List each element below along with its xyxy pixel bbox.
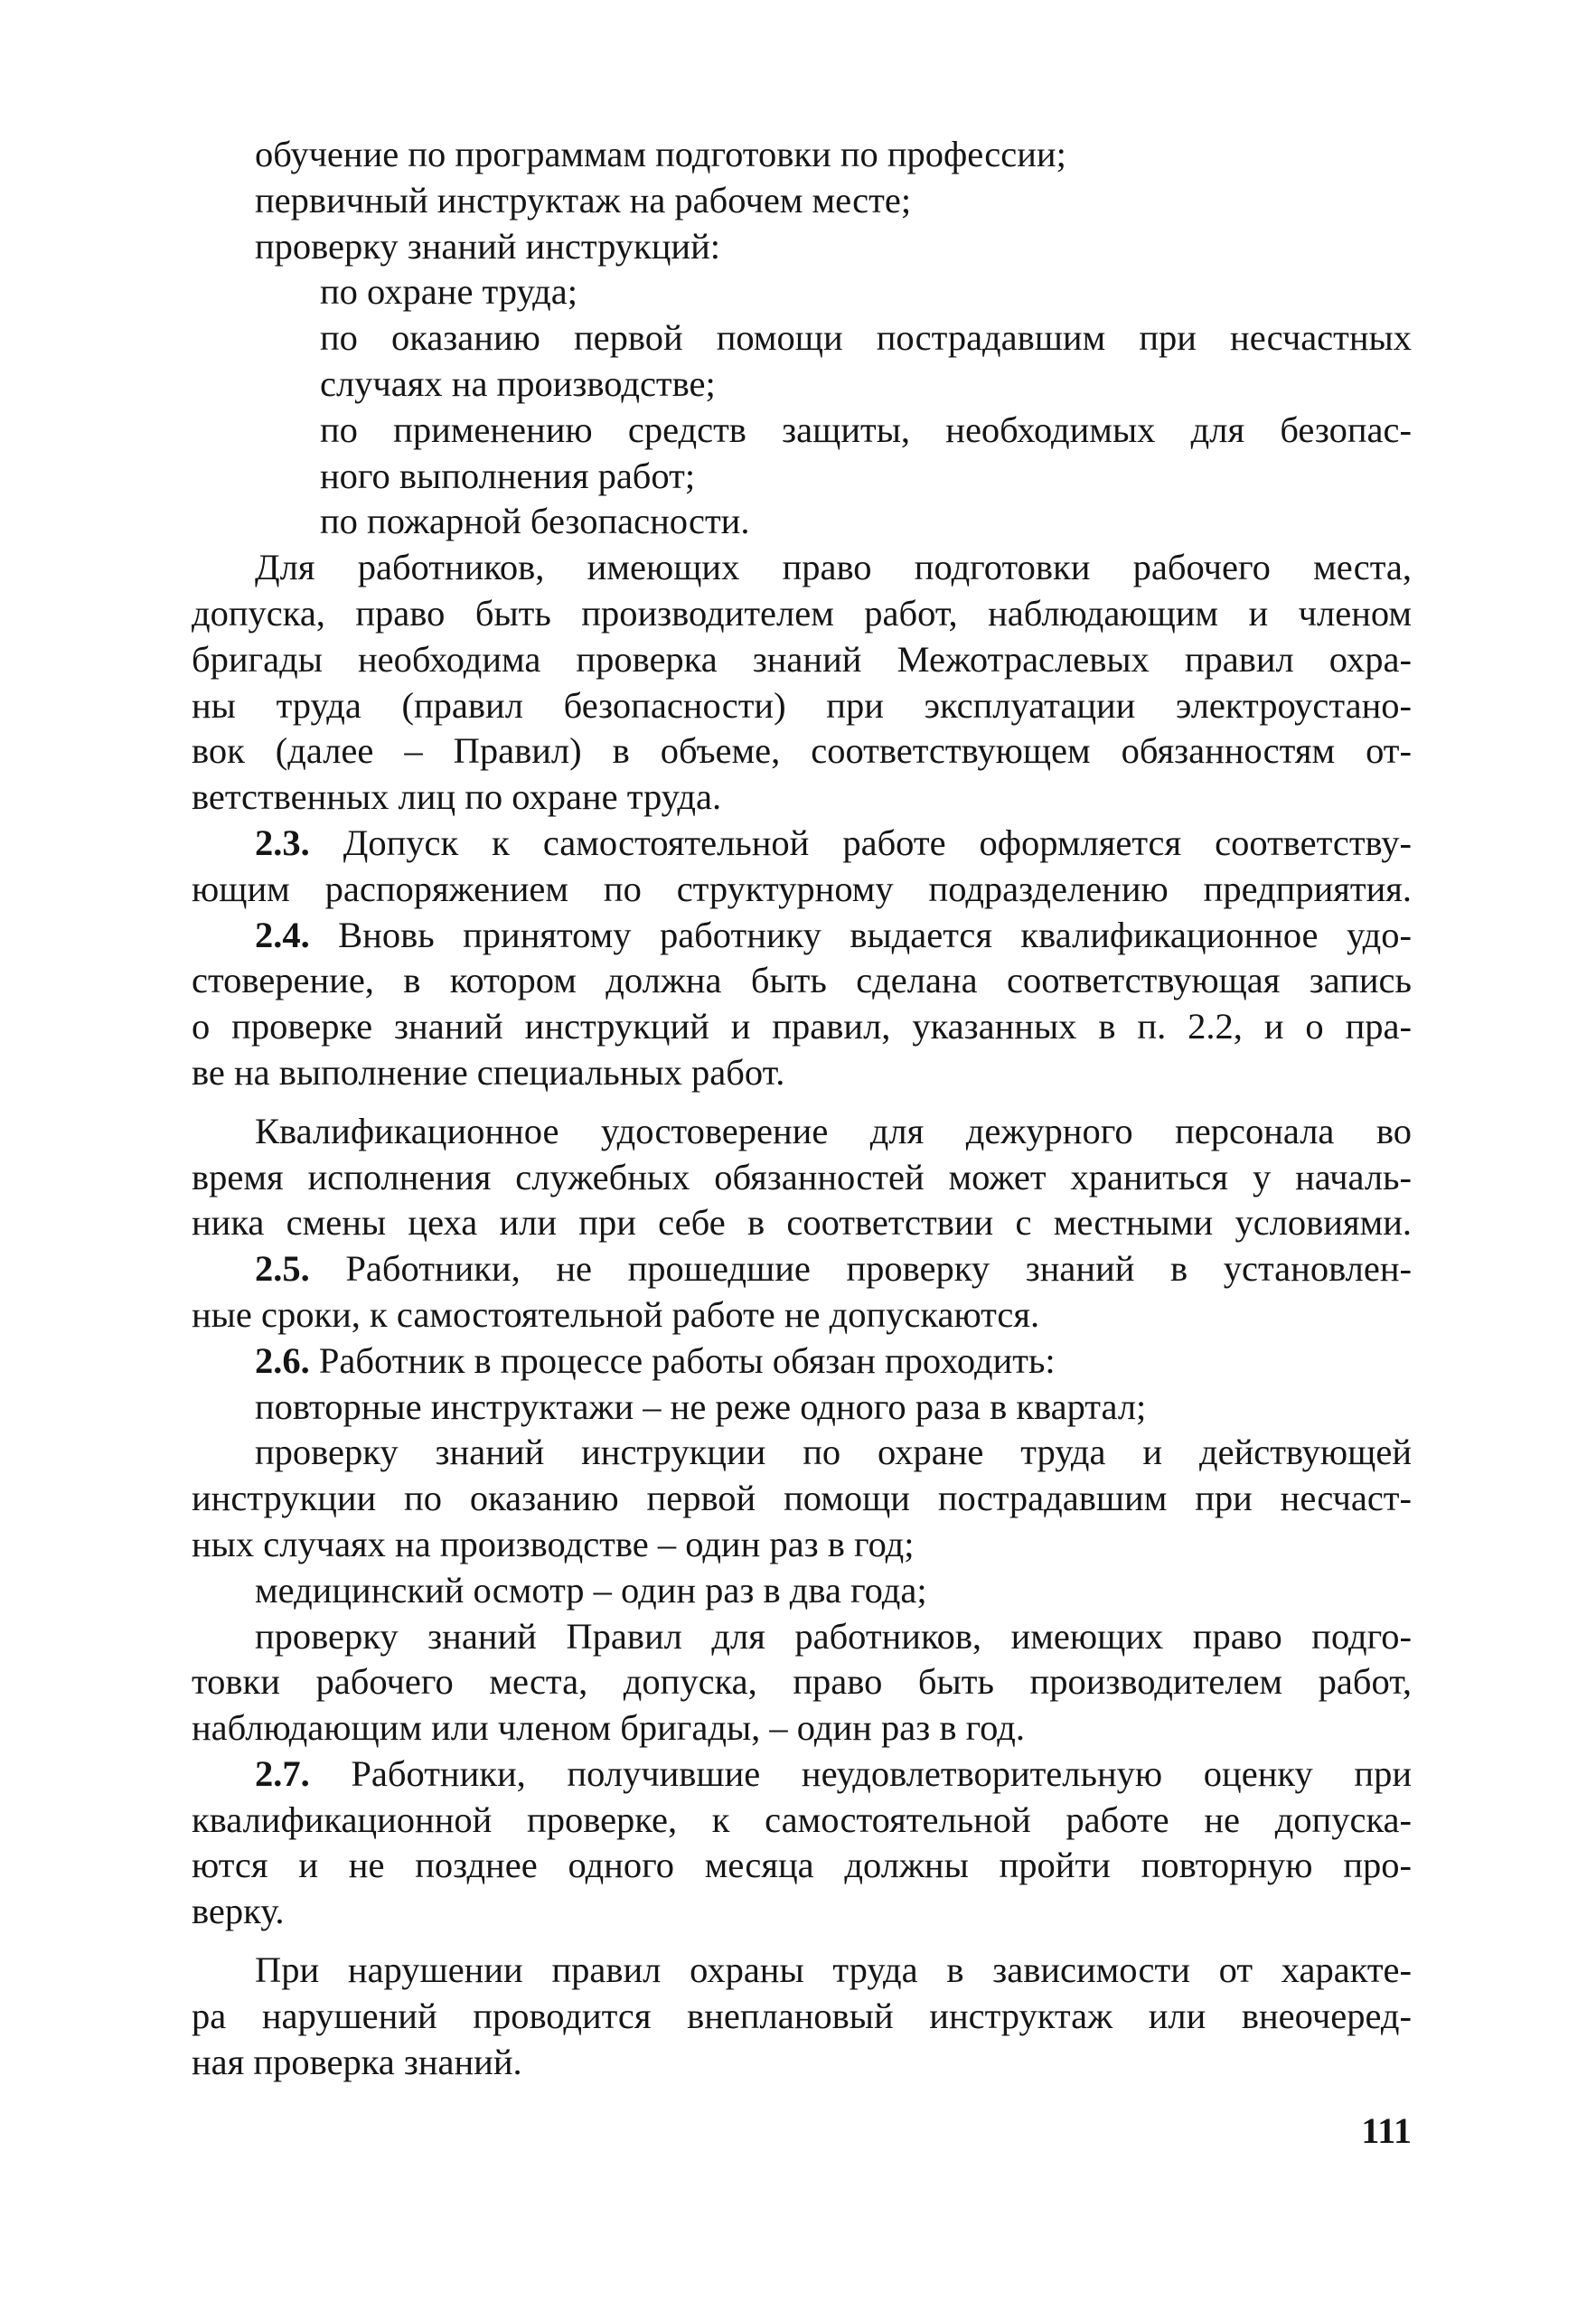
line-text: повторные инструктажи – не реже одного раза в квартал;	[255, 1385, 1147, 1427]
line-text: по охране труда;	[320, 271, 577, 313]
text-line	[192, 1705, 1412, 1752]
line-text: медицинский осмотр – один раз в два года;	[255, 1569, 927, 1611]
text-line	[192, 132, 1412, 178]
line-text: ны труда (правил безопасности) при эксплуатации электроустано-	[192, 684, 1412, 726]
text-line	[192, 178, 1412, 224]
line-text: проверку знаний инструкции по охране труда и действующей	[255, 1432, 1412, 1473]
text-line	[192, 362, 1412, 408]
line-text: ющим распоряжением по структурному подразделению предприятия.	[192, 868, 1412, 909]
line-text: Работники, не прошедшие проверку знаний в установлен-	[309, 1248, 1412, 1290]
line-text: по пожарной безопасности.	[320, 501, 750, 542]
clause-number: 2.3.	[255, 822, 310, 863]
text-line	[192, 1004, 1412, 1050]
clause-number: 2.4.	[255, 914, 310, 955]
line-text: допуска, право быть производителем работ, наблюдающим и членом	[192, 592, 1412, 634]
line-text: обучение по программам подготовки по профессии;	[255, 134, 1066, 174]
document-text	[192, 132, 1412, 2085]
paragraph-gap	[192, 1096, 1412, 1109]
text-line	[192, 913, 1412, 959]
text-line	[192, 867, 1412, 913]
line-text: о проверке знаний инструкций и правил, указанных в п. 2.2, и о пра-	[192, 1006, 1412, 1047]
line-text: ве на выполнение специальных работ.	[192, 1051, 785, 1093]
text-line	[192, 1798, 1412, 1844]
text-line	[192, 408, 1412, 454]
line-text: наблюдающим или членом бригады, – один раз в год.	[192, 1707, 1025, 1749]
line-text: проверку знаний инструкций:	[255, 225, 720, 267]
line-text: Допуск к самостоятельной работе оформляется соответству-	[309, 822, 1412, 863]
line-text: бригады необходима проверка знаний Межотраслевых правил охра-	[192, 638, 1412, 680]
text-line	[192, 1889, 1412, 1935]
text-line	[192, 821, 1412, 867]
text-line	[192, 1659, 1412, 1705]
text-line	[192, 1050, 1412, 1096]
line-text: инструкции по оказанию первой помощи пострадавшим при несчаст-	[192, 1478, 1412, 1519]
line-text: ветственных лиц по охране труда.	[192, 776, 722, 818]
line-text: верку.	[192, 1891, 285, 1932]
line-text: ные сроки, к самостоятельной работе не допускаются.	[192, 1293, 1040, 1335]
line-text: вок (далее – Правил) в объеме, соответствующем обязанностям от-	[192, 730, 1412, 772]
text-line	[192, 1430, 1412, 1476]
line-text: по оказанию первой помощи пострадавшим при несчастных	[320, 317, 1412, 359]
text-line	[192, 683, 1412, 729]
line-text: время исполнения служебных обязанностей может храниться у началь-	[192, 1156, 1412, 1197]
text-line	[192, 1752, 1412, 1798]
line-text: ных случаях на производстве – один раз в год;	[192, 1523, 915, 1564]
line-text: Для работников, имеющих право подготовки рабочего места,	[255, 547, 1412, 588]
text-line	[192, 1338, 1412, 1385]
text-line	[192, 545, 1412, 591]
text-line	[192, 2040, 1412, 2086]
paragraph-gap	[192, 1935, 1412, 1948]
text-line	[192, 591, 1412, 637]
text-line	[192, 1200, 1412, 1246]
line-text: Квалификационное удостоверение для дежурного персонала во	[255, 1110, 1412, 1151]
line-text: первичный инструктаж на рабочем месте;	[255, 179, 912, 221]
line-text: Вновь принятому работнику выдается квалификационное удо-	[309, 914, 1412, 955]
text-line	[192, 1568, 1412, 1614]
text-line	[192, 775, 1412, 821]
line-text: случаях на производстве;	[320, 362, 716, 404]
text-line	[192, 224, 1412, 270]
line-text: При нарушении правил охраны труда в зависимости от характе-	[255, 1949, 1412, 1991]
text-line	[192, 1843, 1412, 1889]
text-line	[192, 499, 1412, 545]
text-line	[192, 1109, 1412, 1155]
line-text: проверку знаний Правил для работников, имеющих право подго-	[255, 1615, 1412, 1657]
line-text: ного выполнения работ;	[320, 455, 696, 496]
text-line	[192, 1155, 1412, 1201]
text-line	[192, 1385, 1412, 1431]
line-text: квалификационной проверке, к самостоятельной работе не допуска-	[192, 1799, 1412, 1840]
page-number: 111	[1361, 2110, 1412, 2151]
text-line	[192, 1948, 1412, 1994]
line-text: Работник в процессе работы обязан проходить:	[309, 1339, 1056, 1381]
clause-number: 2.6.	[255, 1339, 310, 1381]
text-line	[192, 1476, 1412, 1522]
text-line	[192, 1246, 1412, 1292]
text-line	[192, 454, 1412, 500]
text-line	[192, 1614, 1412, 1660]
text-line	[192, 315, 1412, 362]
text-line	[192, 958, 1412, 1004]
line-text: товки рабочего места, допуска, право быть производителем работ,	[192, 1661, 1412, 1703]
text-line	[192, 1994, 1412, 2040]
line-text: ная проверка знаний.	[192, 2041, 522, 2082]
line-text: по применению средств защиты, необходимых для безопас-	[320, 409, 1412, 450]
line-text: Работники, получившие неудовлетворительную оценку при	[309, 1752, 1412, 1794]
text-line	[192, 1292, 1412, 1338]
line-text: ра нарушений проводится внеплановый инструктаж или внеочеред-	[192, 1995, 1412, 2036]
text-line	[192, 269, 1412, 315]
text-line	[192, 1522, 1412, 1568]
line-text: стоверение, в котором должна быть сделана соответствующая запись	[192, 960, 1412, 1001]
clause-number: 2.5.	[255, 1248, 310, 1290]
line-text: ются и не позднее одного месяца должны пройти повторную про-	[192, 1845, 1412, 1886]
clause-number: 2.7.	[255, 1752, 310, 1794]
text-line	[192, 637, 1412, 683]
text-line	[192, 728, 1412, 775]
line-text: ника смены цеха или при себе в соответствии с местными условиями.	[192, 1202, 1412, 1244]
